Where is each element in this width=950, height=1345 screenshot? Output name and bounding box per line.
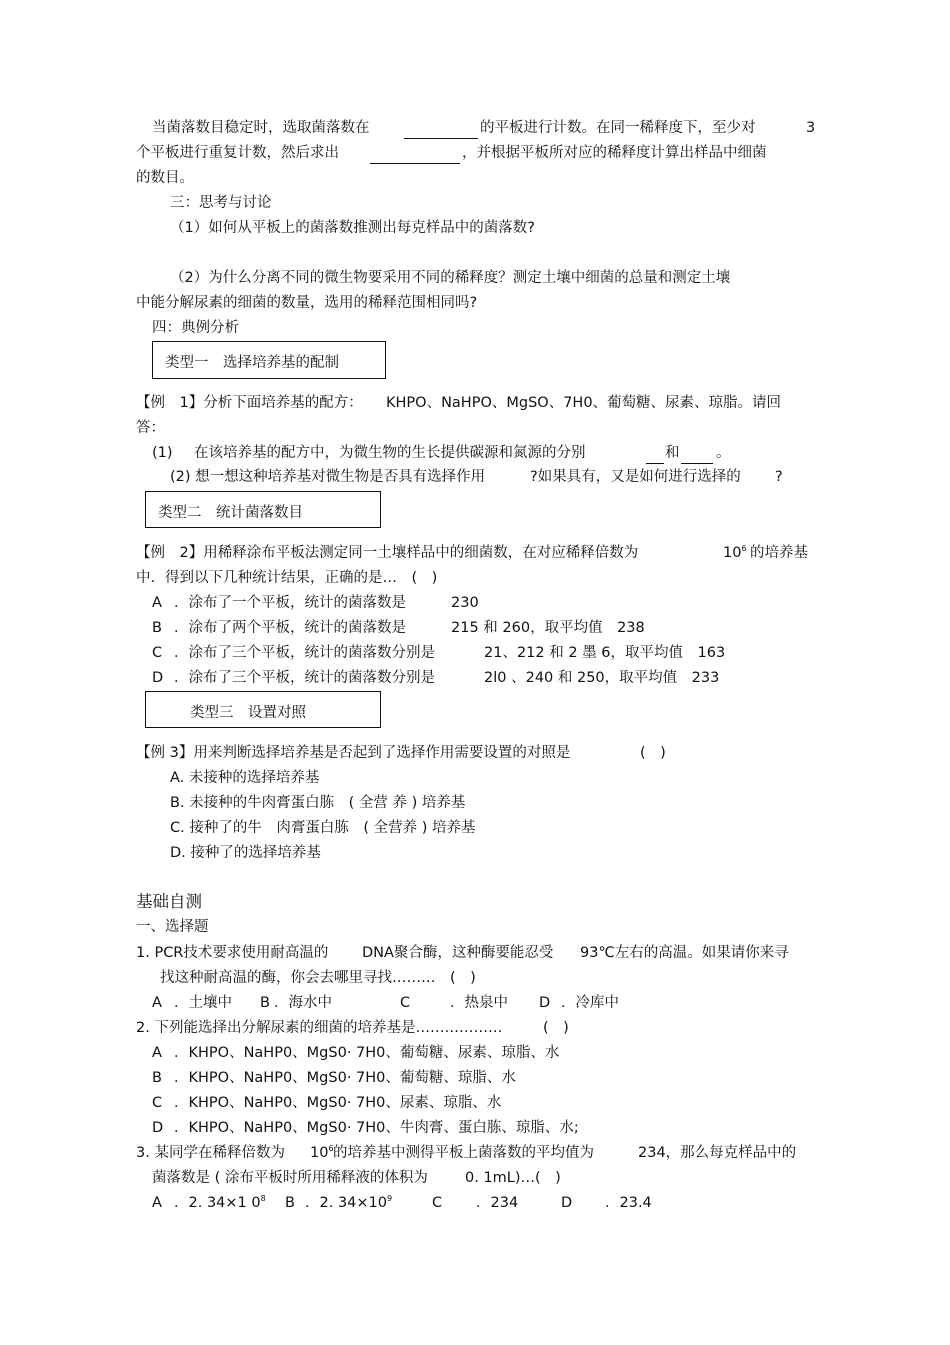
rule-number: 3	[806, 120, 816, 136]
question-text: (2) 想一想这种培养基对微生物是否具有选择作用	[170, 469, 486, 485]
exponent-value: $10^6$	[310, 1144, 334, 1161]
discussion-question: 中能分解尿素的细菌的数量，选用的稀释范围相同吗?	[136, 295, 478, 311]
option-c[interactable]: C ．涂布了三个平板，统计的菌落数分别是 21、212 和 2 墨 6，取平均值 163	[152, 645, 726, 661]
option-a[interactable]: A ．2. 34×1 $0^8$	[152, 1194, 266, 1211]
question-text: ?	[775, 469, 783, 485]
option-d[interactable]: D ．23.4	[561, 1195, 652, 1211]
option-b[interactable]: B ．2. $34\times 10^9$	[285, 1194, 393, 1211]
option-d[interactable]: D ．KHPO、NaHP0、MgS0· 7H0、牛肉膏、蛋白胨、琼脂、水;	[152, 1120, 579, 1136]
answer-blank[interactable]	[370, 149, 460, 164]
rule-text: 个平板进行重复计数，然后求出	[136, 145, 339, 161]
question-text: 在该培养基的配方中，为微生物的生长提供碳源和氮源的分别	[194, 445, 586, 461]
question-text: 的培养基中测得平板上菌落数的平均值为	[333, 1145, 594, 1161]
answer-blank[interactable]	[404, 124, 478, 139]
subsection-title: 一、选择题	[136, 919, 209, 935]
discussion-question: （2）为什么分离不同的微生物要采用不同的稀释度？测定土壤中细菌的总量和测定土壤	[170, 270, 731, 286]
answer-blank[interactable]	[646, 449, 664, 464]
exponent-value: $10^6$	[723, 544, 747, 561]
type-box	[145, 491, 381, 528]
option-a[interactable]: A ．KHPO、NaHP0、MgS0· 7H0、葡萄糖、尿素、琼脂、水	[152, 1045, 560, 1061]
example-text: 答：	[136, 420, 165, 436]
answer-paren[interactable]: ( )	[640, 745, 666, 761]
example-text: 【例 1】分析下面培养基的配方：	[136, 395, 363, 411]
question-text: DNA聚合酶，这种酶要能忍受	[362, 945, 554, 961]
answer-paren[interactable]: ( )	[543, 1020, 569, 1036]
option-b[interactable]: B. 未接种的牛肉膏蛋白胨 ( 全营 养 ) 培养基	[170, 795, 466, 811]
question-text: 菌落数是 ( 涂布平板时所用稀释液的体积为	[152, 1170, 428, 1186]
section-heading: 三：思考与讨论	[170, 195, 272, 211]
type-box	[152, 341, 386, 379]
question-text: 93℃左右的高温。如果请你来寻	[580, 945, 789, 961]
question-text: 3. 某同学在稀释倍数为	[136, 1145, 285, 1161]
option-b[interactable]: B ．涂布了两个平板，统计的菌落数是 215 和 260，取平均值 238	[152, 620, 645, 636]
rule-text: 的平板进行计数。在同一稀释度下，至少对	[480, 120, 756, 136]
example-text: 【例 2】用稀释涂布平板法测定同一土壤样品中的细菌数，在对应稀释倍数为	[136, 545, 639, 561]
discussion-question: （1）如何从平板上的菌落数推测出每克样品中的菌落数?	[170, 220, 535, 236]
question-text: 找这种耐高温的酶，你会去哪里寻找……… ( )	[160, 970, 476, 986]
type-label: 类型二 统计菌落数目	[158, 505, 303, 521]
option-d[interactable]: D ．涂布了三个平板，统计的菌落数分别是 2l0 、240 和 250，取平均值 233	[152, 670, 720, 686]
question-number: (1)	[152, 445, 173, 461]
rule-text: ，并根据平板所对应的稀释度计算出样品中细菌	[462, 145, 767, 161]
option-c[interactable]: C ．234	[432, 1195, 519, 1211]
option-d[interactable]: D. 接种了的选择培养基	[170, 845, 321, 861]
rule-text: 的数目。	[136, 170, 194, 186]
question-text: 0. 1mL)…( )	[465, 1170, 561, 1186]
question-text: 2. 下列能选择出分解尿素的细菌的培养基是………………	[136, 1020, 503, 1036]
section-heading: 四：典例分析	[152, 320, 239, 336]
option-c[interactable]: C ．热泉中	[400, 995, 508, 1011]
option-c[interactable]: C ．KHPO、NaHP0、MgS0· 7H0、尿素、琼脂、水	[152, 1095, 502, 1111]
type-box	[145, 691, 381, 728]
question-text: ?如果具有，又是如何进行选择的	[530, 469, 741, 485]
option-a[interactable]: A. 未接种的选择培养基	[170, 770, 320, 786]
example-text: 中．得到以下几种统计结果，正确的是… ( )	[136, 570, 438, 586]
question-text: 234，那么每克样品中的	[638, 1145, 797, 1161]
option-a[interactable]: A ．涂布了一个平板，统计的菌落数是 230	[152, 595, 479, 611]
type-label: 类型三 设置对照	[190, 705, 306, 721]
example-text: KHPO、NaHPO、MgSO、7H0、葡萄糖、尿素、琼脂。请回	[386, 395, 782, 411]
example-text: 的培养基	[750, 545, 808, 561]
option-d[interactable]: D ．冷库中	[539, 995, 619, 1011]
option-b[interactable]: B ．KHPO、NaHP0、MgS0· 7H0、葡萄糖、琼脂、水	[152, 1070, 516, 1086]
rule-line-1	[152, 119, 370, 137]
question-text: 。	[716, 445, 731, 461]
answer-blank[interactable]	[681, 449, 713, 464]
type-label: 类型一 选择培养基的配制	[165, 355, 339, 371]
section-title: 基础自测	[136, 892, 202, 911]
question-text: 1. PCR技术要求使用耐高温的	[136, 945, 329, 961]
option-a[interactable]: A ．土壤中	[152, 995, 232, 1011]
option-c[interactable]: C. 接种了的牛 肉膏蛋白胨 ( 全营养 ) 培养基	[170, 820, 476, 836]
example-text: 【例 3】用来判断选择培养基是否起到了选择作用需要设置的对照是	[136, 745, 571, 761]
question-text: 和	[665, 445, 680, 461]
rule-text: 当菌落数目稳定时，选取菌落数在	[152, 120, 370, 136]
option-b[interactable]: B ．海水中	[260, 995, 332, 1011]
